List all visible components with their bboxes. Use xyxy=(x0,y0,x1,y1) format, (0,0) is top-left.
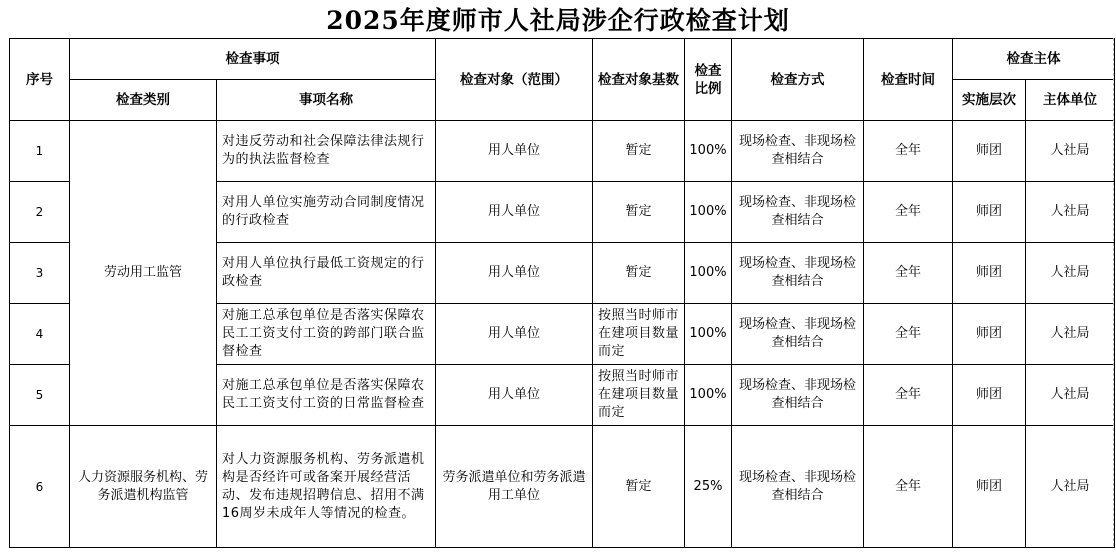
header-level[interactable]: 实施层次 xyxy=(953,80,1026,121)
cell-base[interactable]: 暂定 xyxy=(593,121,685,182)
cell-item-name[interactable]: 对施工总承包单位是否落实保障农民工工资支付工资的跨部门联合监督检查 xyxy=(217,304,436,365)
cell-time[interactable]: 全年 xyxy=(864,121,953,182)
cell-item-name[interactable]: 对违反劳动和社会保障法律法规行为的执法监督检查 xyxy=(217,121,436,182)
cell-time[interactable]: 全年 xyxy=(864,426,953,548)
page-title: 2025年度师市人社局涉企行政检查计划 xyxy=(326,6,790,35)
cell-target[interactable]: 用人单位 xyxy=(436,365,593,426)
cell-method[interactable]: 现场检查、非现场检查相结合 xyxy=(732,365,864,426)
cell-time[interactable]: 全年 xyxy=(864,304,953,365)
cell-ratio[interactable]: 100% xyxy=(685,304,732,365)
header-base[interactable]: 检查对象基数 xyxy=(593,39,685,121)
cell-category[interactable]: 劳动用工监管 xyxy=(70,121,217,426)
cell-ratio[interactable]: 25% xyxy=(685,426,732,548)
table-row xyxy=(10,121,1115,182)
cell-method[interactable]: 现场检查、非现场检查相结合 xyxy=(732,304,864,365)
cell-seq[interactable]: 5 xyxy=(10,365,70,426)
header-time[interactable]: 检查时间 xyxy=(864,39,953,121)
cell-base[interactable]: 暂定 xyxy=(593,426,685,548)
header-row-1 xyxy=(10,39,1115,80)
cell-level[interactable]: 师团 xyxy=(953,304,1026,365)
cell-item-name[interactable]: 对用人单位执行最低工资规定的行政检查 xyxy=(217,243,436,304)
header-unit[interactable]: 主体单位 xyxy=(1026,80,1115,121)
cell-seq[interactable]: 3 xyxy=(10,243,70,304)
cell-ratio[interactable]: 100% xyxy=(685,182,732,243)
cell-seq[interactable]: 4 xyxy=(10,304,70,365)
cell-target[interactable]: 劳务派遣单位和劳务派遣用工单位 xyxy=(436,426,593,548)
cell-base[interactable]: 按照当时师市在建项目数量而定 xyxy=(593,304,685,365)
cell-base[interactable]: 暂定 xyxy=(593,243,685,304)
header-ratio[interactable]: 检查比例 xyxy=(685,39,732,121)
cell-category[interactable]: 人力资源服务机构、劳务派遣机构监管 xyxy=(70,426,217,548)
cell-level[interactable]: 师团 xyxy=(953,426,1026,548)
header-seq[interactable]: 序号 xyxy=(10,39,70,121)
cell-item-name[interactable]: 对施工总承包单位是否落实保障农民工工资支付工资的日常监督检查 xyxy=(217,365,436,426)
cell-time[interactable]: 全年 xyxy=(864,365,953,426)
cell-item-name[interactable]: 对人力资源服务机构、劳务派遣机构是否经许可或备案开展经营活动、发布违规招聘信息、招用不满16周岁未成年人等情况的检查。 xyxy=(217,426,436,548)
cell-seq[interactable]: 2 xyxy=(10,182,70,243)
cell-item-name[interactable]: 对用人单位实施劳动合同制度情况的行政检查 xyxy=(217,182,436,243)
cell-method[interactable]: 现场检查、非现场检查相结合 xyxy=(732,426,864,548)
header-category[interactable]: 检查类别 xyxy=(70,80,217,121)
cell-unit[interactable]: 人社局 xyxy=(1026,121,1115,182)
cell-level[interactable]: 师团 xyxy=(953,243,1026,304)
cell-time[interactable]: 全年 xyxy=(864,182,953,243)
cell-level[interactable]: 师团 xyxy=(953,121,1026,182)
cell-target[interactable]: 用人单位 xyxy=(436,243,593,304)
cell-unit[interactable]: 人社局 xyxy=(1026,243,1115,304)
table-row xyxy=(10,426,1115,548)
cell-unit[interactable]: 人社局 xyxy=(1026,365,1115,426)
cell-ratio[interactable]: 100% xyxy=(685,121,732,182)
header-item-name[interactable]: 事项名称 xyxy=(217,80,436,121)
cell-method[interactable]: 现场检查、非现场检查相结合 xyxy=(732,121,864,182)
header-target[interactable]: 检查对象（范围） xyxy=(436,39,593,121)
cell-ratio[interactable]: 100% xyxy=(685,243,732,304)
cell-ratio[interactable]: 100% xyxy=(685,365,732,426)
cell-unit[interactable]: 人社局 xyxy=(1026,426,1115,548)
header-item-group[interactable]: 检查事项 xyxy=(70,39,436,80)
cell-method[interactable]: 现场检查、非现场检查相结合 xyxy=(732,182,864,243)
header-method[interactable]: 检查方式 xyxy=(732,39,864,121)
cell-unit[interactable]: 人社局 xyxy=(1026,182,1115,243)
header-subject-group[interactable]: 检查主体 xyxy=(953,39,1115,80)
cell-seq[interactable]: 1 xyxy=(10,121,70,182)
cell-level[interactable]: 师团 xyxy=(953,365,1026,426)
cell-target[interactable]: 用人单位 xyxy=(436,121,593,182)
cell-target[interactable]: 用人单位 xyxy=(436,182,593,243)
cell-base[interactable]: 暂定 xyxy=(593,182,685,243)
cell-seq[interactable]: 6 xyxy=(10,426,70,548)
cell-level[interactable]: 师团 xyxy=(953,182,1026,243)
cell-unit[interactable]: 人社局 xyxy=(1026,304,1115,365)
cell-method[interactable]: 现场检查、非现场检查相结合 xyxy=(732,243,864,304)
cell-time[interactable]: 全年 xyxy=(864,243,953,304)
cell-base[interactable]: 按照当时师市在建项目数量而定 xyxy=(593,365,685,426)
inspection-plan-table xyxy=(9,38,1115,548)
cell-target[interactable]: 用人单位 xyxy=(436,304,593,365)
